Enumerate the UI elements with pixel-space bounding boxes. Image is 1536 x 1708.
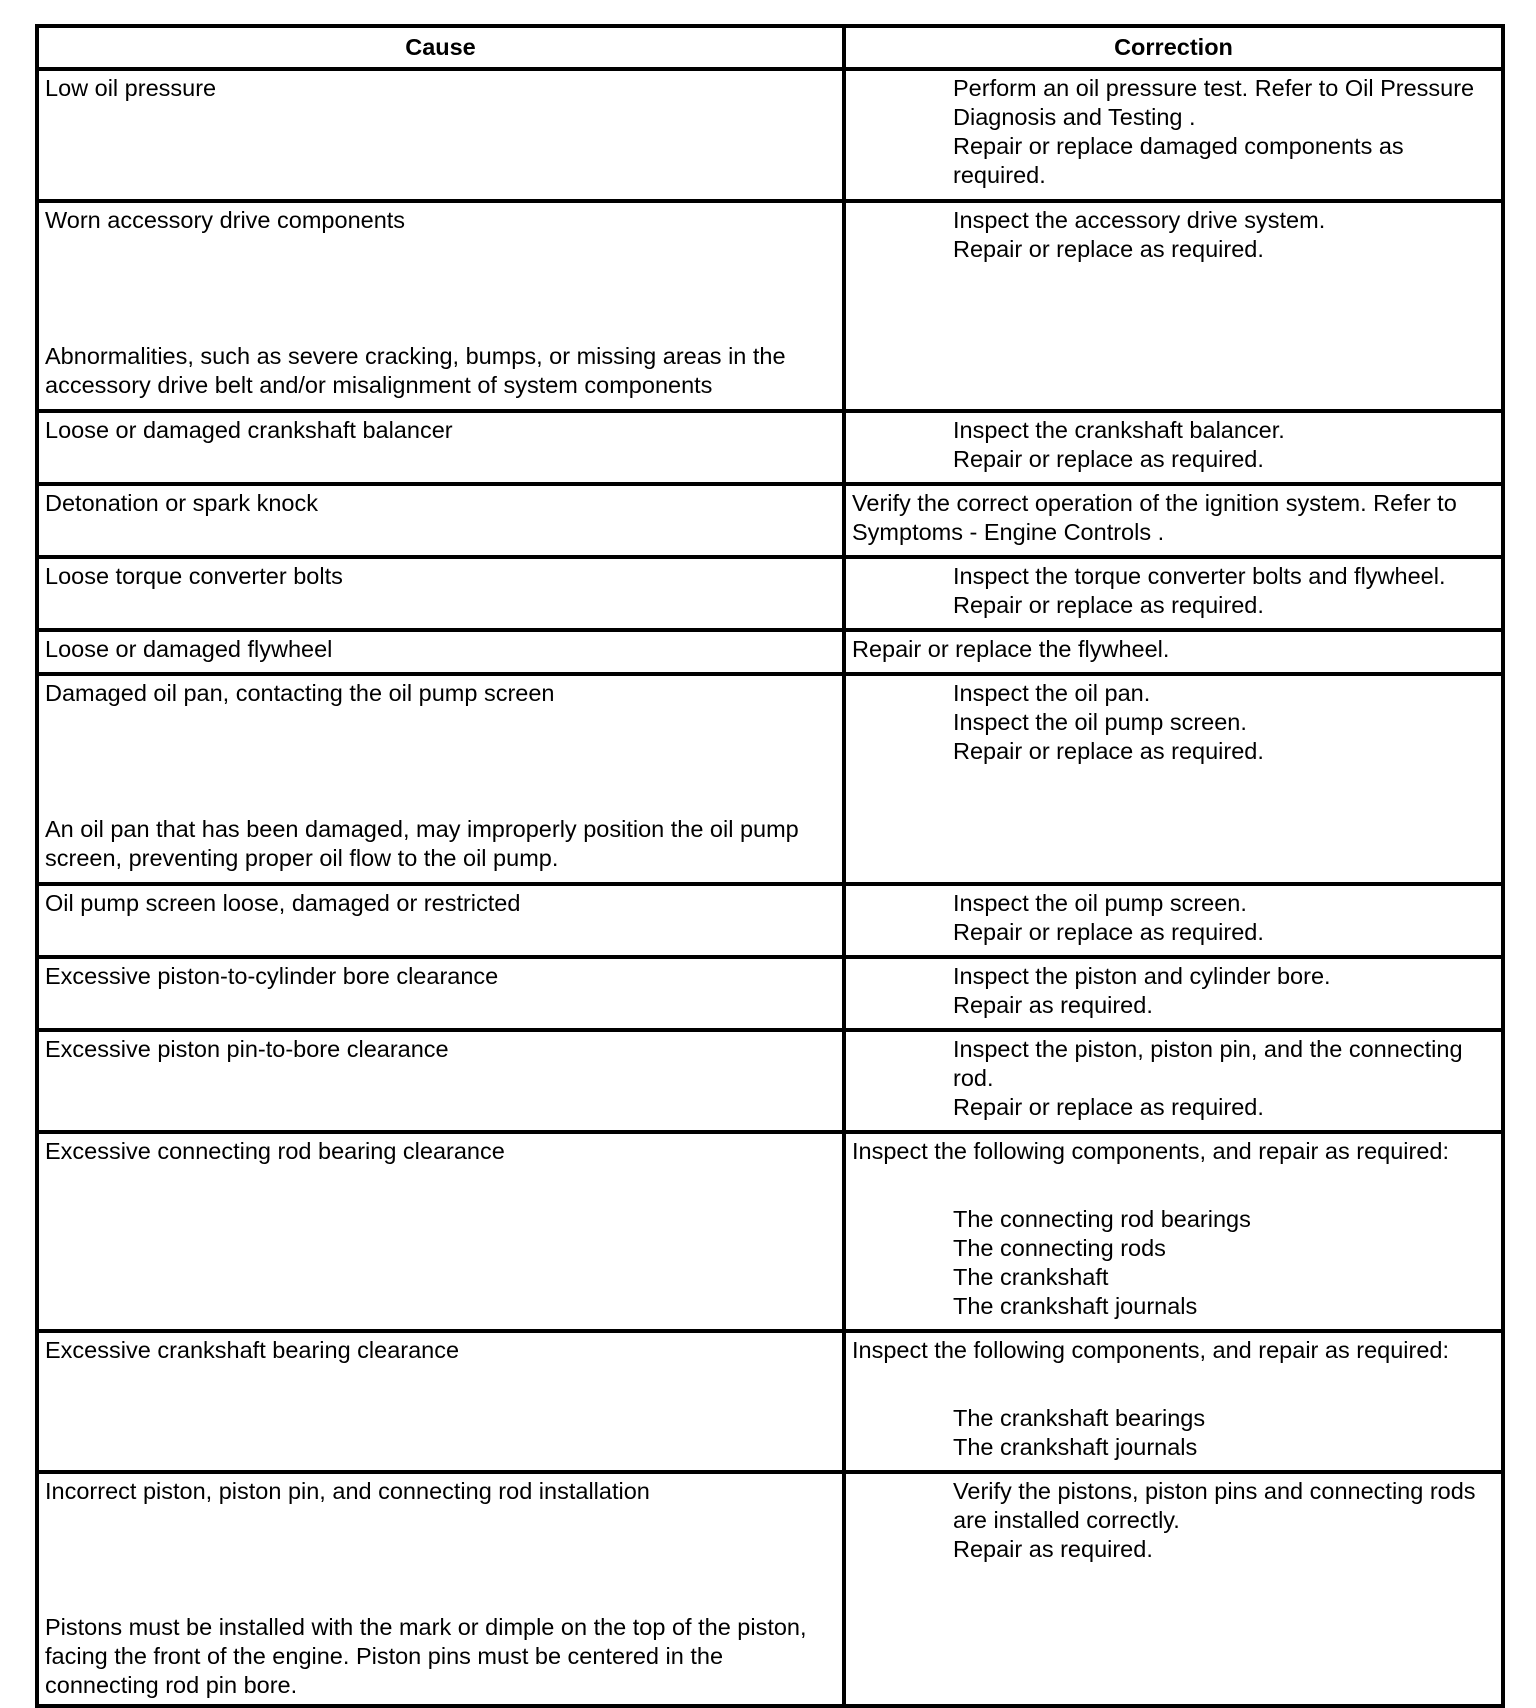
- correction-cell: [844, 1132, 1503, 1331]
- column-header-cause: Cause: [37, 26, 844, 69]
- cause-cell: [37, 957, 844, 1030]
- table-row: [37, 674, 1503, 884]
- correction-text: Verify the correct operation of the ignition system. Refer to Symptoms - Engine Controls .: [852, 490, 1457, 545]
- table-row: [37, 630, 1503, 674]
- cause-text: Damaged oil pan, contacting the oil pump screen: [45, 680, 555, 706]
- correction-step: Inspect the oil pump screen.: [953, 890, 1247, 916]
- correction-step: Inspect the oil pump screen.: [953, 709, 1247, 735]
- table-row: [37, 1132, 1503, 1331]
- correction-step: Inspect the piston and cylinder bore.: [953, 963, 1331, 989]
- table-row: [37, 411, 1503, 484]
- cause-text: Excessive piston pin-to-bore clearance: [45, 1036, 449, 1062]
- correction-step: Repair or replace as required.: [953, 592, 1264, 618]
- correction-step: Repair as required.: [953, 992, 1153, 1018]
- correction-cell: [844, 884, 1503, 957]
- cause-cell: [37, 1132, 844, 1331]
- cause-note: Pistons must be installed with the mark or dimple on the top of the piston, facing the front of the engine. Piston pins must be centered in the connecting rod pin bore.: [45, 1614, 807, 1698]
- correction-text: Inspect the following components, and repair as required:: [852, 1337, 1449, 1363]
- correction-step: Verify the pistons, piston pins and connecting rods are installed correctly.: [953, 1478, 1476, 1533]
- correction-step: The crankshaft bearings: [953, 1405, 1206, 1431]
- cause-text: Oil pump screen loose, damaged or restricted: [45, 890, 521, 916]
- cause-text: Excessive piston-to-cylinder bore clearance: [45, 963, 499, 989]
- correction-cell: [844, 674, 1503, 884]
- correction-cell: [844, 557, 1503, 630]
- cause-cell: [37, 1472, 844, 1706]
- cause-text: Worn accessory drive components: [45, 207, 406, 233]
- cause-text: Loose torque converter bolts: [45, 563, 343, 589]
- cause-text: Loose or damaged crankshaft balancer: [45, 417, 453, 443]
- correction-step: The crankshaft journals: [953, 1434, 1198, 1460]
- correction-step: Inspect the crankshaft balancer.: [953, 417, 1285, 443]
- correction-cell: [844, 484, 1503, 557]
- cause-cell: [37, 674, 844, 884]
- correction-step: Inspect the torque converter bolts and flywheel.: [953, 563, 1446, 589]
- correction-cell: [844, 201, 1503, 411]
- cause-cell: [37, 630, 844, 674]
- cause-cell: [37, 557, 844, 630]
- table-row: [37, 201, 1503, 411]
- table-row: [37, 957, 1503, 1030]
- cause-text: Low oil pressure: [45, 75, 217, 101]
- cause-text: Excessive crankshaft bearing clearance: [45, 1337, 460, 1363]
- correction-cell: [844, 1030, 1503, 1132]
- table-row: [37, 1472, 1503, 1706]
- correction-text: Inspect the following components, and repair as required:: [852, 1138, 1449, 1164]
- cause-text: Detonation or spark knock: [45, 490, 319, 516]
- table-row: [37, 1030, 1503, 1132]
- correction-cell: [844, 630, 1503, 674]
- correction-step: Repair or replace damaged components as required.: [953, 133, 1404, 188]
- cause-note: Abnormalities, such as severe cracking, bumps, or missing areas in the accessory drive belt and/or misalignment of system components: [45, 343, 786, 398]
- correction-step: Repair as required.: [953, 1536, 1153, 1562]
- column-header-correction: Correction: [844, 26, 1503, 69]
- table-header-row: [37, 26, 1503, 69]
- table-row: [37, 1331, 1503, 1472]
- correction-step: The connecting rods: [953, 1235, 1166, 1261]
- table-row: [37, 884, 1503, 957]
- cause-note: An oil pan that has been damaged, may improperly position the oil pump screen, preventing proper oil flow to the oil pump.: [45, 816, 799, 871]
- troubleshooting-table: [35, 24, 1505, 1708]
- cause-cell: [37, 484, 844, 557]
- correction-cell: [844, 411, 1503, 484]
- cause-text: Loose or damaged flywheel: [45, 636, 333, 662]
- correction-step: Repair or replace as required.: [953, 446, 1264, 472]
- correction-step: Perform an oil pressure test. Refer to Oil Pressure Diagnosis and Testing .: [953, 75, 1475, 130]
- correction-step: Repair or replace as required.: [953, 236, 1264, 262]
- cause-cell: [37, 1030, 844, 1132]
- table-row: [37, 484, 1503, 557]
- table-row: [37, 557, 1503, 630]
- correction-cell: [844, 1331, 1503, 1472]
- correction-cell: [844, 1472, 1503, 1706]
- correction-cell: [844, 69, 1503, 201]
- correction-step: Repair or replace as required.: [953, 1094, 1264, 1120]
- correction-step: The connecting rod bearings: [953, 1206, 1251, 1232]
- correction-step: Repair or replace as required.: [953, 919, 1264, 945]
- correction-step: Inspect the accessory drive system.: [953, 207, 1326, 233]
- cause-cell: [37, 884, 844, 957]
- correction-step: The crankshaft: [953, 1264, 1109, 1290]
- correction-step: Inspect the oil pan.: [953, 680, 1151, 706]
- correction-text: Repair or replace the flywheel.: [852, 636, 1170, 662]
- correction-step: Inspect the piston, piston pin, and the connecting rod.: [953, 1036, 1463, 1091]
- correction-step: The crankshaft journals: [953, 1293, 1198, 1319]
- correction-cell: [844, 957, 1503, 1030]
- correction-step: Repair or replace as required.: [953, 738, 1264, 764]
- cause-cell: [37, 411, 844, 484]
- cause-cell: [37, 201, 844, 411]
- table-row: [37, 69, 1503, 201]
- cause-text: Excessive connecting rod bearing clearance: [45, 1138, 505, 1164]
- cause-cell: [37, 69, 844, 201]
- cause-text: Incorrect piston, piston pin, and connecting rod installation: [45, 1478, 650, 1504]
- cause-cell: [37, 1331, 844, 1472]
